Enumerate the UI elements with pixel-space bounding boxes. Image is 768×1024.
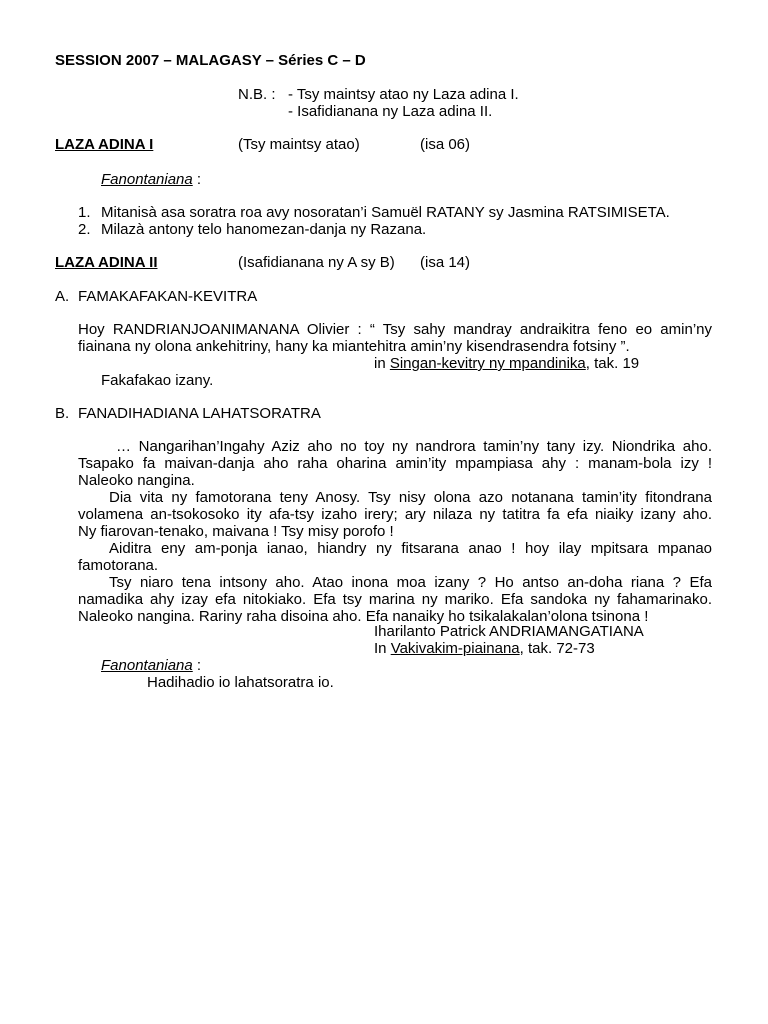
part2-points: (isa 14) [420,254,471,271]
question-2-number: 2. [78,221,91,238]
part2-heading: LAZA ADINA II [55,254,158,271]
nb-line-2: - Isafidianana ny Laza adina II. [288,103,493,120]
text-line: namadika ahy izay efa nitokiako. Efa tsy marina ny mariko. Efa sandoka ny fahamarinako. [78,591,712,608]
part1-questions-heading [101,171,201,188]
question-1: Mitanisà asa soratra roa avy nosoratan’i Samuël RATANY sy Jasmina RATSIMISETA. [101,204,670,221]
quote-line: fiainana ny olona ankehitriny, hany ka miantehitra amin’ny kisendrasendra fotsiny ”. [78,338,630,355]
source-suffix: , tak. 19 [585,355,640,372]
questions-colon: : [192,171,202,188]
section-b-questions-heading [101,657,201,674]
part1-note: (Tsy maintsy atao) [238,136,360,153]
part2-note: (Isafidianana ny A sy B) [238,254,395,271]
source-title: Singan-kevitry ny mpandinika [389,355,586,372]
text-line: Tsy niaro tena intsony aho. Atao inona moa izany ? Ho antso an-doha riana ? Efa [109,574,712,591]
text-line: famotorana. [78,557,159,574]
section-b-letter: B. [55,405,70,422]
section-a-letter: A. [55,288,70,305]
section-a-title: FAMAKAFAKAN-KEVITRA [78,288,258,305]
text-paragraph-2 [78,489,712,540]
nb-line-1: - Tsy maintsy atao ny Laza adina I. [288,86,519,103]
source-title: Vakivakim-piainana [390,640,520,657]
text-line: Dia vita ny famotorana teny Anosy. Tsy nisy olona azo notanana tamin’ity fitondrana [109,489,712,506]
question-2: Milazà antony telo hanomezan-danja ny Razana. [101,221,427,238]
text-line: Ny fiarovan-tenako, maivana ! Tsy misy porofo ! [78,523,394,540]
section-a-source [374,355,639,372]
source-prefix: In [374,640,391,657]
text-paragraph-1 [78,438,712,489]
nb-label: N.B. : [238,86,276,103]
source-suffix: , tak. 72-73 [519,640,595,657]
text-author: Iharilanto Patrick ANDRIAMANGATIANA [374,623,644,640]
text-line: Naleoko nangina. [78,472,195,489]
source-prefix: in [374,355,390,372]
text-line: Tsapako fa maivan-danja aho raha oharina amin’ity mpampiasa ahy : manam-bola izy ! [78,455,712,472]
section-b-title: FANADIHADIANA LAHATSORATRA [78,405,321,422]
section-b-source [374,640,595,657]
part1-points: (isa 06) [420,136,471,153]
text-line: Naleoko nangina. Rariny raha disoina aho. Efa nanaiky ho tsikalakalan’olona tsinona ! [78,608,649,625]
section-a-quote [78,321,712,355]
questions-label: Fanontaniana [101,657,193,674]
text-line: … Nangarihan’Ingahy Aziz aho no toy ny nandrora tamin’ny tany izy. Niondrika aho. [116,438,712,455]
text-line: volamena an-tsokosoko ity afa-tsy izaho irery; ary nilaza ny tatitra fa efa niaiky izany aho. [78,506,712,523]
exam-title: SESSION 2007 – MALAGASY – Séries C – D [55,52,366,69]
quote-line: Hoy RANDRIANJOANIMANANA Olivier : “ Tsy sahy mandray andraikitra feno eo amin’ny [78,321,712,338]
questions-label: Fanontaniana [101,171,193,188]
text-paragraph-4 [78,574,712,625]
text-line: Aiditra eny am-ponja ianao, hiandry ny fitsarana anao ! hoy ilay mpitsara mpanao [109,540,712,557]
section-b-task: Hadihadio io lahatsoratra io. [147,674,334,691]
questions-colon: : [192,657,202,674]
text-paragraph-3 [78,540,712,574]
part1-heading: LAZA ADINA I [55,136,154,153]
section-a-task: Fakafakao izany. [101,372,214,389]
question-1-number: 1. [78,204,91,221]
